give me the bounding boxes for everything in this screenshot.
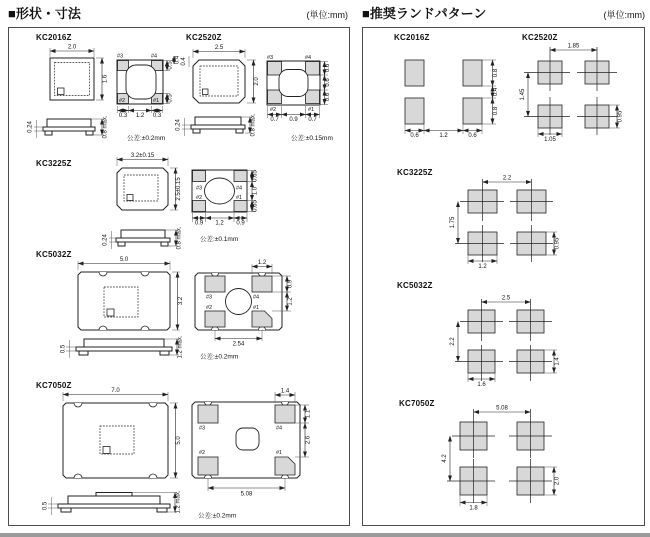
dim-label: 0.6: [325, 92, 331, 102]
pad: [234, 171, 247, 182]
section-title-land-pattern: ■推奨ランドパターン: [362, 6, 487, 21]
dim-label: 0.9: [236, 220, 245, 227]
dim-right: [482, 60, 499, 124]
pad-label: #4: [305, 55, 312, 61]
package-base: [191, 125, 245, 129]
pad-label: #1: [253, 305, 260, 311]
dim-height: [172, 272, 184, 330]
tolerance-note: 公差:±0.2mm: [198, 512, 237, 520]
dim-label: 0.5: [167, 94, 174, 103]
pad-label: #4: [151, 53, 158, 60]
dim-label: 2.6: [305, 435, 312, 445]
dim-label: 0.6: [325, 63, 331, 73]
dim-label: 0.9: [194, 220, 204, 227]
pad-label: #4: [236, 185, 243, 192]
kc5032z-side-view: [61, 335, 184, 358]
dim-pad-width: [275, 389, 295, 404]
pad-label: #3: [199, 425, 206, 432]
package-base: [76, 347, 172, 351]
dim-pad-pitch: [215, 330, 262, 348]
dim-seat-height: [28, 120, 44, 138]
pad-foot: [236, 129, 243, 133]
dim-label: 1.8: [469, 505, 478, 512]
kc3225z-side-view: [103, 226, 183, 249]
dim-label: 2.5: [501, 295, 511, 302]
dim-label: 0.65: [252, 200, 259, 212]
kc7050z-drawing: [36, 381, 312, 520]
dim-label: 0.24: [102, 234, 109, 246]
dim-label: 0.95: [617, 110, 624, 123]
pad-label: #3: [117, 53, 124, 60]
package-body: [121, 230, 165, 238]
package-base: [116, 238, 170, 242]
dim-label: 2.5±0.15: [176, 177, 182, 201]
model-label: KC2016Z: [36, 33, 72, 42]
dim-label: 0.5: [167, 61, 174, 70]
dim-label: 0.24: [175, 119, 182, 131]
pad: [193, 171, 206, 182]
dim-label: 1.2: [215, 220, 224, 227]
package-outline: [78, 272, 170, 330]
dim-label: 1.75: [450, 216, 456, 229]
dim-label: 1.2: [439, 133, 448, 139]
dim-label: 1.2 max.: [175, 490, 182, 514]
dim-seat-height: [43, 497, 59, 515]
dim-seat-height: [103, 231, 117, 249]
pad-foot: [161, 242, 168, 246]
kc3225z-top-view: [117, 153, 182, 210]
dim-pitch-x: [550, 44, 597, 51]
dim-label: 5.0: [119, 257, 129, 263]
dim-width: [63, 388, 168, 401]
dim-label: 1.45: [520, 88, 526, 101]
kc2016z-side-view: [28, 115, 109, 138]
dim-height: [170, 403, 182, 478]
package-outline: [50, 58, 94, 100]
dim-bottom: [405, 124, 482, 139]
kc5032z-bottom-view: [195, 260, 294, 348]
dim-label: 2.0: [554, 476, 561, 486]
model-label: KC3225Z: [397, 168, 433, 177]
dim-seat-height: [176, 118, 192, 136]
pad-label: #3: [196, 185, 203, 192]
dim-pad-right: [247, 170, 259, 212]
dim-label: 1.6: [477, 382, 486, 388]
dim-seat-height: [61, 340, 77, 358]
model-label: KC7050Z: [399, 399, 435, 408]
model-label: KC2520Z: [522, 33, 558, 42]
package-outline: [117, 168, 168, 210]
land-pad: [463, 60, 482, 86]
land-pattern-kc7050z: [399, 399, 561, 512]
dim-label: 2.5: [214, 45, 224, 51]
pad-foot: [79, 351, 88, 355]
pad-label: #2: [199, 450, 206, 456]
pad: [275, 405, 295, 423]
dim-corner: [181, 56, 189, 67]
dim-label: 0.95: [554, 237, 561, 250]
kc7050z-top-view: [63, 388, 182, 478]
dim-label: 1.0: [252, 186, 259, 196]
tolerance-note: 公差:±0.2mm: [200, 353, 239, 361]
kc2520z-top-view: [181, 45, 260, 103]
dim-label: 0.5: [42, 501, 49, 511]
dim-pitch-y: [442, 436, 450, 481]
dim-label: 1.2: [135, 113, 145, 119]
lid-plate: [96, 493, 132, 497]
pad-foot: [86, 131, 93, 135]
dim-height: [96, 58, 109, 100]
dim-label: 0.4: [493, 87, 499, 97]
pad-foot: [118, 242, 125, 246]
dim-label: 0.65: [252, 170, 259, 182]
dim-pad-width: [252, 260, 272, 274]
land-pattern-kc3225z: [397, 168, 561, 270]
dim-width: [193, 45, 245, 58]
pad: [268, 62, 282, 76]
dim-label: 1.85: [567, 43, 580, 50]
center-opening: [279, 70, 308, 97]
center-opening: [126, 65, 156, 99]
dim-label: 4.2: [442, 454, 448, 463]
land-pad: [463, 98, 482, 124]
dim-label: 0.6: [468, 133, 477, 139]
pad: [193, 201, 206, 212]
dim-pad-right: [164, 55, 181, 103]
dim-label: 5.0: [176, 436, 182, 445]
land-pattern-kc2520z: [520, 33, 624, 143]
pad-label: #3: [206, 294, 213, 301]
dim-label: 1.4: [554, 357, 561, 366]
dim-label: 0.5: [60, 344, 67, 354]
section-title-shape-dimensions: ■形状・寸法: [8, 6, 81, 21]
package-outline: [63, 403, 168, 478]
dim-label: 0.6: [325, 78, 331, 87]
dim-label: 3.2: [178, 296, 184, 306]
dim-height: [247, 60, 260, 103]
kc2520z-drawing: [176, 33, 333, 142]
package-body: [47, 119, 91, 127]
dim-label: 0.8: [493, 106, 499, 116]
model-label: KC7050Z: [36, 381, 72, 390]
dim-label: 0.9: [287, 279, 294, 289]
dim-pad-bottom: [193, 213, 248, 227]
dim-label: 0.3: [118, 113, 128, 119]
pad-label: #1: [276, 450, 283, 456]
unit-note-left: (単位:mm): [306, 10, 348, 20]
land-pattern-kc2016z: [394, 33, 499, 139]
package-base: [43, 127, 95, 131]
land-pattern-kc5032z: [397, 281, 561, 388]
dim-pad-bottom: [118, 106, 163, 119]
dim-label: 0.9: [289, 117, 298, 123]
dim-label: 2.2: [450, 337, 456, 346]
dim-width: [117, 153, 168, 166]
dim-height: [170, 168, 182, 210]
pad: [198, 405, 218, 423]
dim-label: 1.1: [305, 409, 312, 419]
kc3225z-drawing: [36, 153, 259, 250]
dim-pitch-y: [450, 202, 458, 244]
dim-label: 2.2: [502, 175, 512, 182]
center-opening: [205, 178, 235, 204]
model-label: KC2520Z: [186, 33, 222, 42]
kc5032z-drawing: [36, 250, 294, 361]
kc2520z-side-view: [176, 113, 257, 136]
kc2520z-bottom-view: [267, 55, 331, 123]
package-body: [84, 339, 164, 347]
pad-foot: [61, 508, 71, 512]
kc5032z-top-view: [78, 257, 184, 330]
kc7050z-bottom-view: [192, 389, 312, 498]
dim-label: 0.6: [410, 133, 419, 139]
dim-label: 1.2: [287, 297, 294, 306]
dim-width: [78, 257, 170, 270]
dim-label: 1.4: [280, 388, 290, 395]
land-pad: [405, 60, 424, 86]
dim-label: 0.8 max.: [250, 113, 257, 137]
dim-label: 0.4: [181, 57, 187, 66]
dim-pitch-y: [450, 322, 458, 362]
land-pad: [405, 98, 424, 124]
pad-label: #4: [276, 425, 283, 432]
dim-label: 0.8: [493, 68, 499, 78]
dim-label: 1.05: [544, 137, 556, 143]
dim-label: 3.2±0.15: [130, 153, 155, 159]
unit-note-right: (単位:mm): [603, 10, 645, 20]
dim-label: 1.6: [102, 74, 109, 84]
dim-label: 0.8 max.: [176, 226, 183, 250]
pad: [198, 457, 218, 475]
tolerance-note: 公差:±0.15mm: [291, 135, 333, 142]
model-label: KC2016Z: [394, 33, 430, 42]
pad-label: #2: [196, 195, 203, 201]
dim-label: 1.2: [478, 264, 487, 270]
dim-pitch-x: [482, 296, 531, 303]
dim-pad-right: [321, 62, 332, 105]
dim-label: 1.2 max.: [177, 335, 184, 359]
pad-label: #1: [308, 107, 315, 113]
kc3225z-bottom-view: [192, 170, 259, 227]
pad-foot: [193, 129, 200, 133]
tolerance-note: 公差:±0.1mm: [200, 236, 239, 243]
pad-label: #1: [153, 97, 160, 104]
package-base: [58, 504, 170, 508]
dim-label: 0.7: [308, 117, 317, 123]
pad-label: #2: [119, 97, 126, 104]
dim-label: 0.8 max.: [102, 115, 109, 139]
dim-label: 5.08: [240, 491, 253, 498]
pad: [306, 90, 320, 104]
dim-label: 2.54: [232, 341, 245, 348]
kc2016z-bottom-view: [117, 54, 181, 120]
pad: [234, 201, 247, 212]
pad: [252, 276, 272, 292]
package-body: [68, 496, 160, 504]
pad: [118, 61, 129, 71]
center-opening: [226, 289, 252, 315]
kc2016z-drawing: [28, 33, 181, 142]
pad-label: #2: [206, 305, 213, 311]
pad: [268, 90, 282, 104]
kc7050z-side-view: [43, 490, 182, 515]
dim-label: 0.4: [174, 55, 181, 65]
dim-label: 7.0: [111, 388, 120, 394]
pad-foot: [45, 131, 52, 135]
pad-foot: [157, 508, 167, 512]
dim-label: 5.08: [496, 405, 508, 412]
dim-label: 0.7: [270, 117, 279, 123]
dim-pitch-y: [520, 73, 528, 117]
dim-width: [50, 45, 94, 58]
pad-label: #2: [270, 107, 277, 113]
dim-label: 2.0: [67, 44, 77, 51]
model-label: KC5032Z: [36, 250, 72, 259]
dim-pad-pitch: [208, 478, 285, 498]
model-label: KC5032Z: [397, 281, 433, 290]
model-label: KC3225Z: [36, 159, 72, 168]
pad-label: #3: [267, 55, 274, 61]
pad-foot: [160, 351, 169, 355]
pad: [205, 276, 225, 292]
pad-label: #1: [236, 195, 243, 201]
dim-label: 1.2: [257, 260, 267, 266]
dim-label: 0.24: [27, 121, 34, 133]
dim-label: 2.0: [254, 77, 260, 86]
tolerance-note: 公差:±0.2mm: [127, 135, 166, 142]
dim-pitch-x: [474, 406, 531, 413]
center-opening: [236, 428, 259, 450]
dim-pitch-x: [483, 176, 532, 183]
package-outline: [193, 60, 245, 103]
package-body: [195, 117, 241, 125]
pad: [205, 311, 225, 327]
pad-label: #4: [253, 294, 260, 301]
kc2016z-top-view: [50, 45, 109, 101]
dim-label: 0.3: [152, 113, 162, 119]
pad: [306, 62, 320, 76]
